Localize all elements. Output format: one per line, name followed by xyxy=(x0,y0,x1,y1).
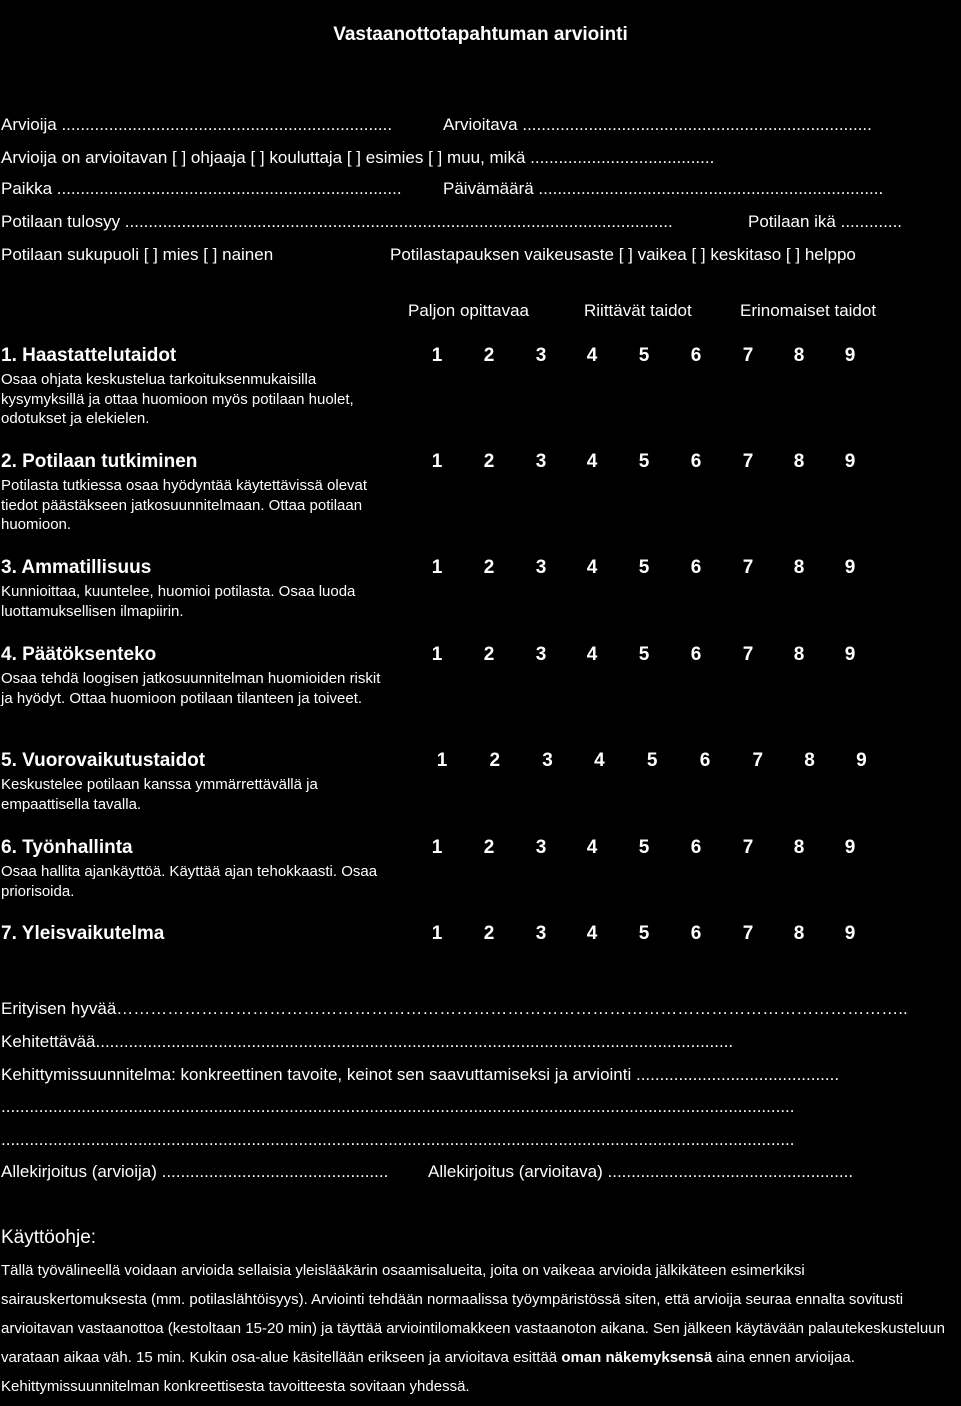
rating-option-3[interactable]: 3 xyxy=(542,750,553,771)
rating-option-1[interactable]: 1 xyxy=(431,923,443,944)
rating-option-5[interactable]: 5 xyxy=(638,345,650,366)
criterion-title: 5. Vuorovaikutustaidot xyxy=(1,750,206,771)
rating-option-4[interactable]: 4 xyxy=(594,750,605,771)
page-title: Vastaanottotapahtuman arviointi xyxy=(333,24,628,45)
rating-option-7[interactable]: 7 xyxy=(742,644,754,665)
rating-option-5[interactable]: 5 xyxy=(638,837,650,858)
rating-option-9[interactable]: 9 xyxy=(844,557,856,578)
evaluator-field[interactable]: Arvioija ...................................................................... xyxy=(1,115,393,134)
rating-option-9[interactable]: 9 xyxy=(856,750,867,771)
strengths-field[interactable]: Erityisen hyvää………………………………………………………………………………………………………………………….. xyxy=(1,999,908,1018)
rating-option-8[interactable]: 8 xyxy=(793,923,805,944)
rating-option-5[interactable]: 5 xyxy=(646,750,658,771)
evaluator-signature-field[interactable]: Allekirjoitus (arvioija) ................................................ xyxy=(1,1162,389,1181)
rating-option-4[interactable]: 4 xyxy=(586,345,598,366)
date-field[interactable]: Päivämäärä ......................................................................... xyxy=(443,179,884,198)
rating-option-8[interactable]: 8 xyxy=(793,345,805,366)
rating-option-2[interactable]: 2 xyxy=(483,345,495,366)
instructions-text-part2: aina ennen arvioijaa. Kehittymissuunnitelman konkreettisesta tavoitteesta sovitaan yhdessä. xyxy=(1,1349,855,1395)
rating-option-9[interactable]: 9 xyxy=(844,837,856,858)
criterion-description: Potilasta tutkiessa osaa hyödyntää käytettävissä olevat tiedot päästäkseen jatkosuunnitelmaan. Ottaa potilaan huomioon. xyxy=(1,477,368,533)
scale-label-mid: Riittävät taidot xyxy=(584,301,692,320)
rating-option-3[interactable]: 3 xyxy=(535,451,547,472)
patient-age-field[interactable]: Potilaan ikä ............. xyxy=(748,212,903,231)
rating-option-4[interactable]: 4 xyxy=(586,644,598,665)
criterion-title: 4. Päätöksenteko xyxy=(1,644,157,665)
rating-option-1[interactable]: 1 xyxy=(431,451,443,472)
criterion-description: Kunnioittaa, kuuntelee, huomioi potilasta. Osaa luoda luottamuksellisen ilmapiirin. xyxy=(1,583,356,620)
rating-option-7[interactable]: 7 xyxy=(742,451,754,472)
criterion-title: 7. Yleisvaikutelma xyxy=(1,923,165,944)
rating-option-9[interactable]: 9 xyxy=(844,345,856,366)
rating-option-7[interactable]: 7 xyxy=(742,837,754,858)
rating-option-3[interactable]: 3 xyxy=(535,923,547,944)
rating-option-2[interactable]: 2 xyxy=(489,750,501,771)
criterion-title: 2. Potilaan tutkiminen xyxy=(1,451,198,472)
rating-option-1[interactable]: 1 xyxy=(431,345,443,366)
rating-option-5[interactable]: 5 xyxy=(638,451,650,472)
rating-option-3[interactable]: 3 xyxy=(535,837,547,858)
criterion-description: Keskustelee potilaan kanssa ymmärrettävällä ja empaattisella tavalla. xyxy=(1,776,318,813)
rating-option-6[interactable]: 6 xyxy=(690,837,702,858)
criterion-description: Osaa hallita ajankäyttöä. Käyttää ajan tehokkaasti. Osaa priorisoida. xyxy=(1,863,378,900)
rating-option-5[interactable]: 5 xyxy=(638,923,650,944)
improvements-field[interactable]: Kehitettävää....................................................................................................................................... xyxy=(1,1032,734,1051)
rating-option-4[interactable]: 4 xyxy=(586,923,598,944)
rating-option-7[interactable]: 7 xyxy=(742,345,754,366)
rating-option-8[interactable]: 8 xyxy=(793,644,805,665)
rating-option-4[interactable]: 4 xyxy=(586,837,598,858)
rating-option-2[interactable]: 2 xyxy=(483,557,495,578)
rating-option-2[interactable]: 2 xyxy=(483,923,495,944)
place-field[interactable]: Paikka ......................................................................... xyxy=(1,179,402,198)
criterion-title: 1. Haastattelutaidot xyxy=(1,345,177,366)
evaluatee-signature-field[interactable]: Allekirjoitus (arvioitava) .................................................... xyxy=(428,1162,854,1181)
rating-option-1[interactable]: 1 xyxy=(431,557,443,578)
rating-option-6[interactable]: 6 xyxy=(690,557,702,578)
rating-option-3[interactable]: 3 xyxy=(535,644,547,665)
scale-label-low: Paljon opittavaa xyxy=(408,301,529,320)
rating-option-8[interactable]: 8 xyxy=(793,837,805,858)
criterion-description: Osaa tehdä loogisen jatkosuunnitelman huomioiden riskit ja hyödyt. Ottaa huomioon potilaan tilanteen ja toiveet. xyxy=(1,670,381,707)
criterion-title: 6. Työnhallinta xyxy=(1,837,133,858)
criterion-description: Osaa ohjata keskustelua tarkoituksenmukaisilla kysymyksillä ja ottaa huomioon myös potilaan huolet, odotukset ja elekielen. xyxy=(1,371,354,427)
rating-option-8[interactable]: 8 xyxy=(793,557,805,578)
instructions-text-part1: Tällä työvälineellä voidaan arvioida sellaisia yleislääkärin osaamisalueita, joita on vaikeaa arvioida jälkikäteen esimerkiksi sairauskertomuksesta (mm. potilaslähtöisyys). Arviointi tehdään normaalissa työympäristössä siten, että arvioija seuraa ennalta sovitusti arvioitavan vastaanottoa (kestoltaan 15-20 min) ja täyttää arviointilomakkeen vastaanoton aikana. Sen jälkeen käytävään palautekeskusteluun varataan aikaa väh. 15 min. Kukin osa-alue käsitellään erikseen ja arvioitava esittää xyxy=(1,1262,945,1366)
rating-option-7[interactable]: 7 xyxy=(752,750,764,771)
rating-option-6[interactable]: 6 xyxy=(699,750,711,771)
development-plan-field[interactable]: Kehittymissuunnitelma: konkreettinen tavoite, keinot sen saavuttamiseksi ja arviointi ........................................... xyxy=(1,1065,840,1084)
rating-option-2[interactable]: 2 xyxy=(483,451,495,472)
rating-option-8[interactable]: 8 xyxy=(804,750,815,771)
instructions-text xyxy=(1,1256,946,1401)
rating-option-3[interactable]: 3 xyxy=(535,557,547,578)
evaluatee-field[interactable]: Arvioitava .......................................................................... xyxy=(443,115,872,134)
rating-option-1[interactable]: 1 xyxy=(436,750,448,771)
plan-blank-line-1[interactable]: ........................................................................................................................................................................ xyxy=(1,1097,795,1116)
criterion-title: 3. Ammatillisuus xyxy=(1,557,152,578)
rating-option-2[interactable]: 2 xyxy=(483,644,495,665)
rating-option-2[interactable]: 2 xyxy=(483,837,495,858)
case-difficulty-field[interactable]: Potilastapauksen vaikeusaste [ ] vaikea [ ] keskitaso [ ] helppo xyxy=(390,245,856,264)
rating-option-9[interactable]: 9 xyxy=(844,644,856,665)
rating-option-6[interactable]: 6 xyxy=(690,644,702,665)
rating-option-5[interactable]: 5 xyxy=(638,644,650,665)
rating-option-6[interactable]: 6 xyxy=(690,345,702,366)
rating-option-4[interactable]: 4 xyxy=(586,451,598,472)
rating-option-6[interactable]: 6 xyxy=(690,923,702,944)
plan-blank-line-2[interactable]: ........................................................................................................................................................................ xyxy=(1,1130,795,1149)
rating-option-8[interactable]: 8 xyxy=(793,451,805,472)
evaluator-role-field[interactable]: Arvioija on arvioitavan [ ] ohjaaja [ ] kouluttaja [ ] esimies [ ] muu, mikä ....................................... xyxy=(1,148,715,167)
instructions-text-bold: oman näkemyksensä xyxy=(561,1349,713,1366)
rating-option-4[interactable]: 4 xyxy=(586,557,598,578)
rating-option-6[interactable]: 6 xyxy=(690,451,702,472)
rating-option-7[interactable]: 7 xyxy=(742,557,754,578)
rating-option-7[interactable]: 7 xyxy=(742,923,754,944)
patient-sex-field[interactable]: Potilaan sukupuoli [ ] mies [ ] nainen xyxy=(1,245,274,264)
rating-option-3[interactable]: 3 xyxy=(535,345,547,366)
rating-option-1[interactable]: 1 xyxy=(431,644,443,665)
visit-reason-field[interactable]: Potilaan tulosyy .................................................................................................................... xyxy=(1,212,673,231)
rating-option-1[interactable]: 1 xyxy=(431,837,443,858)
scale-label-high: Erinomaiset taidot xyxy=(740,301,877,320)
rating-option-5[interactable]: 5 xyxy=(638,557,650,578)
rating-option-9[interactable]: 9 xyxy=(844,923,856,944)
rating-option-9[interactable]: 9 xyxy=(844,451,856,472)
instructions-heading: Käyttöohje: xyxy=(1,1227,97,1248)
